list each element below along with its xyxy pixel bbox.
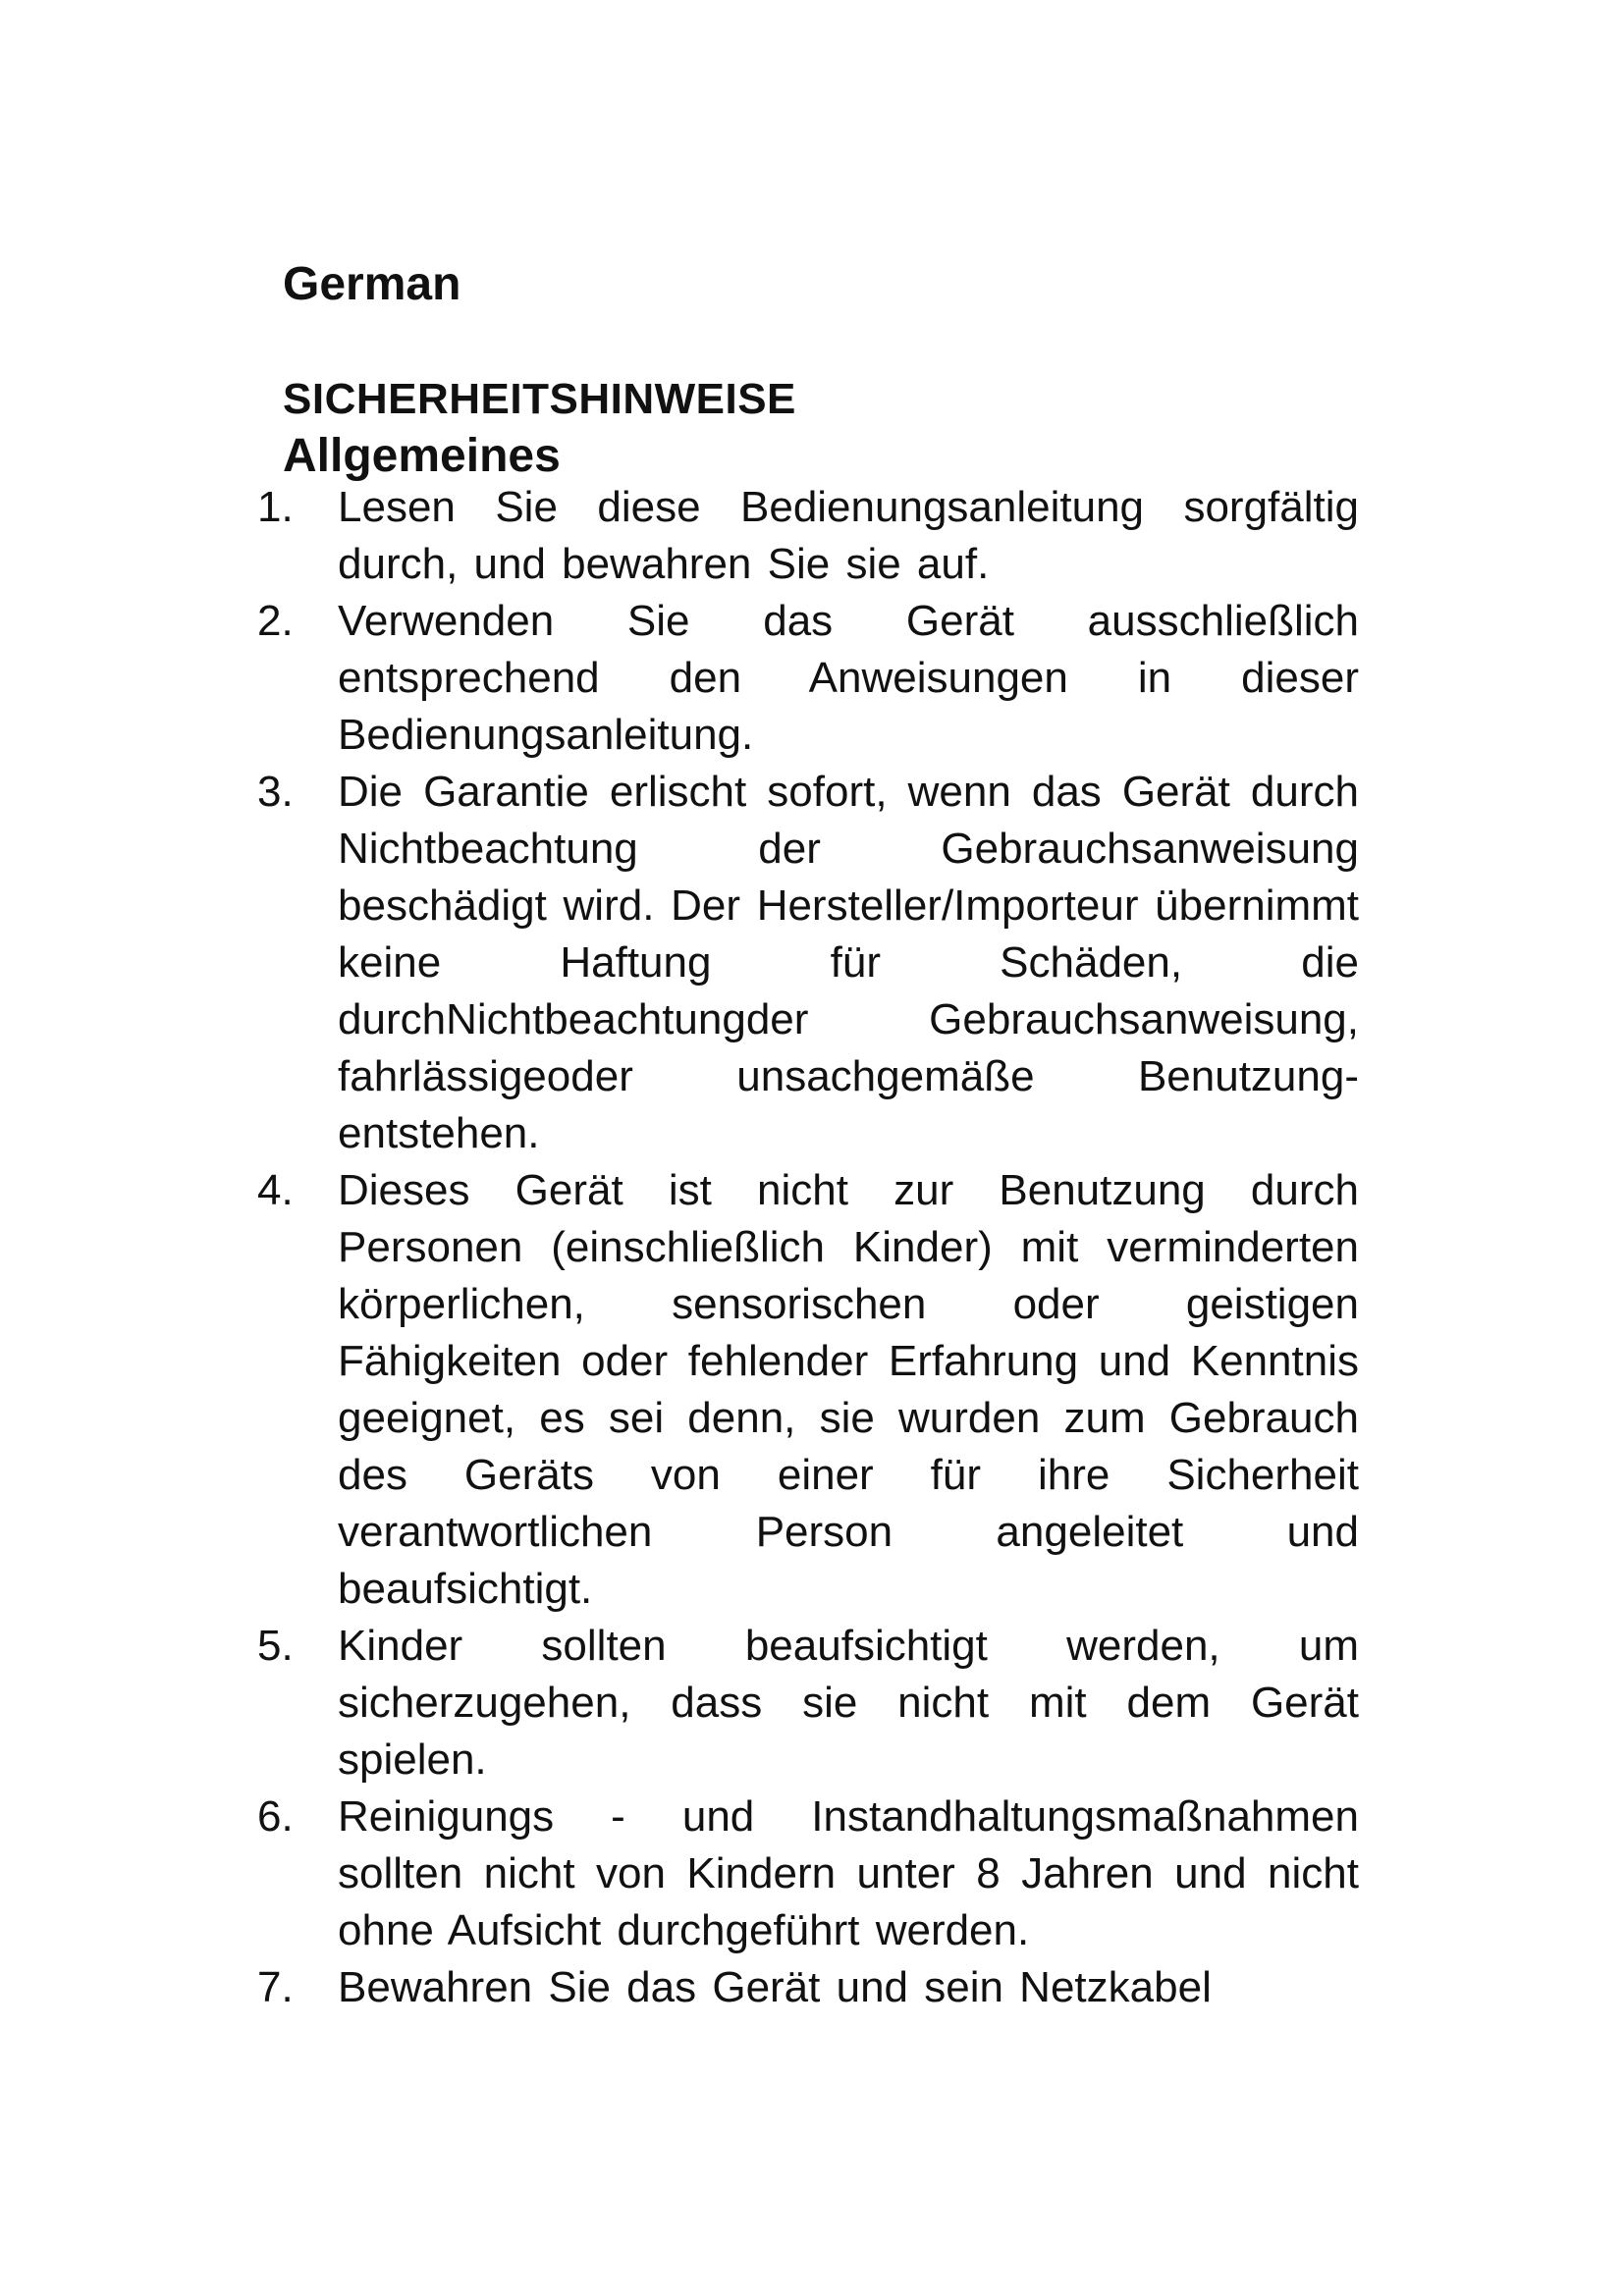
item-number: 4. (257, 1166, 294, 1214)
list-item (257, 479, 1359, 593)
subsection-title: Allgemeines (283, 430, 561, 482)
item-text: Bewahren Sie das Gerät und sein Netzkabel (338, 1963, 1212, 2011)
list-item (257, 764, 1359, 1162)
item-text: Reinigungs - und Instandhaltungsmaßnahmen sollten nicht von Kindern unter 8 Jahren und nicht ohne Aufsicht durchgeführt werden. (338, 1792, 1359, 1954)
list-item (257, 1618, 1359, 1789)
item-text: Kinder sollten beaufsichtigt werden, um sicherzugehen, dass sie nicht mit dem Gerät spielen. (338, 1622, 1359, 1784)
item-number: 2. (257, 597, 294, 645)
instructions-list (257, 479, 1359, 2016)
item-number: 6. (257, 1792, 294, 1841)
list-item (257, 593, 1359, 764)
list-item (257, 1959, 1359, 2016)
list-item (257, 1789, 1359, 1959)
language-heading: German (283, 258, 461, 310)
item-number: 3. (257, 768, 294, 816)
item-text: Lesen Sie diese Bedienungsanleitung sorgfältig durch, und bewahren Sie sie auf. (338, 483, 1359, 588)
item-text: Dieses Gerät ist nicht zur Benutzung durch Personen (einschließlich Kinder) mit verminderten körperlichen, sensorischen oder geistigen Fähigkeiten oder fehlender Erfahrung und Kenntnis geeignet, es sei denn, sie wurden zum Gebrauch des Geräts von einer für ihre Sicherheit verantwortlichen Person angeleitet und beaufsichtigt. (338, 1166, 1359, 1613)
item-number: 7. (257, 1963, 294, 2011)
item-text: Verwenden Sie das Gerät ausschließlich entsprechend den Anweisungen in dieser Bedienungsanleitung. (338, 597, 1359, 759)
section-title: SICHERHEITSHINWEISE (283, 375, 796, 423)
item-number: 1. (257, 483, 294, 531)
item-text: Die Garantie erlischt sofort, wenn das Gerät durch Nichtbeachtung der Gebrauchsanweisung beschädigt wird. Der Hersteller/Importeur übernimmt keine Haftung für Schäden, die durchNichtbeachtungder Gebrauchsanweisung, fahrlässigeoder unsachgemäße Benutzung- entstehen. (338, 768, 1359, 1157)
list-item (257, 1162, 1359, 1618)
item-number: 5. (257, 1622, 294, 1670)
